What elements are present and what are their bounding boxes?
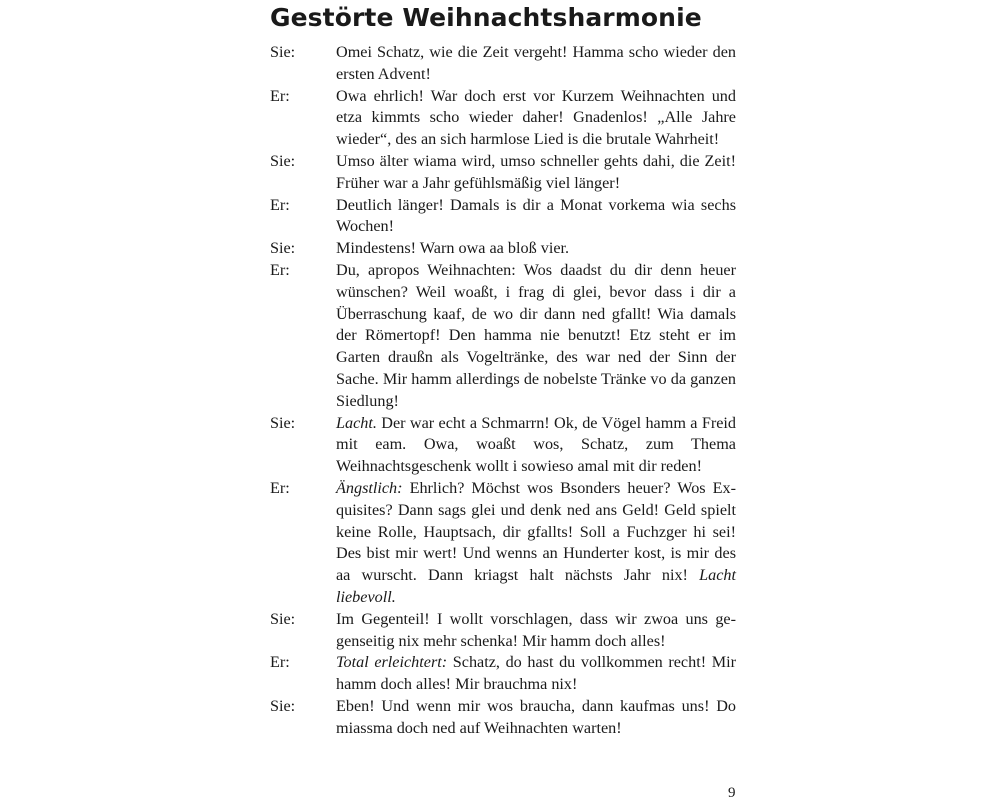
speaker-label: Sie: xyxy=(270,43,296,61)
line-text xyxy=(336,42,736,86)
text-segment: Deutlich länger! Damals is dir a Monat vorkema wia sechs Wochen! xyxy=(336,195,736,236)
stage-direction: Lacht liebevoll xyxy=(336,566,736,606)
text-segment: Du, apropos Weihnachten: Wos daadst du dir denn heuer wünschen? Weil woaßt, i frag di glei, bevor dass i dir a Überraschung kaaf, de wo dir dann ned gfallt! Wia damals der Römertopf! Den hamma nie benutzt! Etz steht er im Garten draußn als Vogeltränke, des war ned der Sinn der Sache. Mir hamm allerdings de nobelste Tränke vo da ganzen Siedlung! xyxy=(336,260,736,410)
text-segment: Eben! Und wenn mir wos braucha, dann kaufmas uns! Do miassma doch ned auf Weihnachten warten! xyxy=(336,696,736,737)
dialogue-line xyxy=(270,195,740,239)
speaker-label: Er: xyxy=(270,478,290,497)
text-segment: Im Gegenteil! I wollt vorschlagen, dass wir zwoa uns gegenseitig nix mehr schenka! Mir hamm doch alles! xyxy=(336,609,736,650)
stage-direction: Total erleichtert: xyxy=(336,653,448,672)
speaker-label: Sie: xyxy=(270,696,296,715)
dialogue-line xyxy=(270,696,740,740)
text-segment: Owa ehrlich! War doch erst vor Kurzem Weihnachten und etza kimmts scho wieder daher! Gnadenlos! „Alle Jahre wieder“, des an sich harmlose Lied is die brutale Wahrheit! xyxy=(336,86,736,149)
line-text xyxy=(336,238,736,260)
speaker-label: Sie: xyxy=(270,413,296,432)
line-text xyxy=(336,652,736,696)
text-segment: Mindestens! Warn owa aa bloß vier. xyxy=(336,239,570,258)
dialogue xyxy=(270,42,740,740)
dialogue-line xyxy=(270,609,740,653)
book-page xyxy=(270,0,740,800)
speaker-label: Er: xyxy=(270,86,290,105)
line-text xyxy=(336,260,736,413)
speaker-label: Er: xyxy=(270,195,290,214)
text-segment: Omei Schatz, wie die Zeit vergeht! Hamma scho wieder den ersten Advent! xyxy=(336,43,736,83)
dialogue-line xyxy=(270,151,740,195)
text-segment: Schatz, do hast du vollkommen recht! Mir hamm doch alles! Mir brauchma nix! xyxy=(336,653,737,694)
dialogue-line xyxy=(270,260,740,413)
page-number: 9 xyxy=(728,785,736,801)
text-segment: . xyxy=(391,587,396,606)
line-text xyxy=(336,609,736,653)
speaker-label: Sie: xyxy=(270,609,296,628)
line-text xyxy=(336,195,736,239)
dialogue-line xyxy=(270,652,740,696)
stage-direction: Lacht. xyxy=(336,413,377,432)
dialogue-line xyxy=(270,86,740,151)
speaker-label: Sie: xyxy=(270,151,296,170)
line-text xyxy=(336,413,736,478)
speaker-label: Er: xyxy=(270,260,290,279)
speaker-label: Er: xyxy=(270,653,290,672)
line-text xyxy=(336,86,736,151)
stage-direction: Ängstlich: xyxy=(336,478,403,497)
dialogue-line xyxy=(270,413,740,478)
dialogue-line xyxy=(270,42,740,86)
dialogue-line xyxy=(270,478,740,609)
text-segment: Umso älter wiama wird, umso schneller gehts dahi, die Zeit! Früher war a Jahr gefühlsmäßig viel länger! xyxy=(336,151,736,192)
line-text xyxy=(336,478,736,609)
dialogue-line xyxy=(270,238,740,260)
text-segment: Der war echt a Schmarrn! Ok, de Vögel hamm a Freid mit eam. Owa, woaßt wos, Schatz, zum Thema Weihnachtsgeschenk wollt i sowieso amal mit dir reden! xyxy=(336,413,736,476)
text-segment: Ehrlich? Möchst wos Bsonders heuer? Wos Exquisites? Dann sags glei und denk ned ans Geld! Geld spielt keine Rolle, Hauptsach, dir gfallts! Soll a Fuchzger hi sei! Des bist mir wert! Und wenns an Hunderter kost, is mir des aa wurscht. Dann kriagst halt nächsts Jahr nix! xyxy=(336,478,736,585)
line-text xyxy=(336,151,736,195)
page-title: Gestörte Weihnachtsharmonie xyxy=(270,3,702,32)
line-text xyxy=(336,696,736,740)
speaker-label: Sie: xyxy=(270,239,296,258)
